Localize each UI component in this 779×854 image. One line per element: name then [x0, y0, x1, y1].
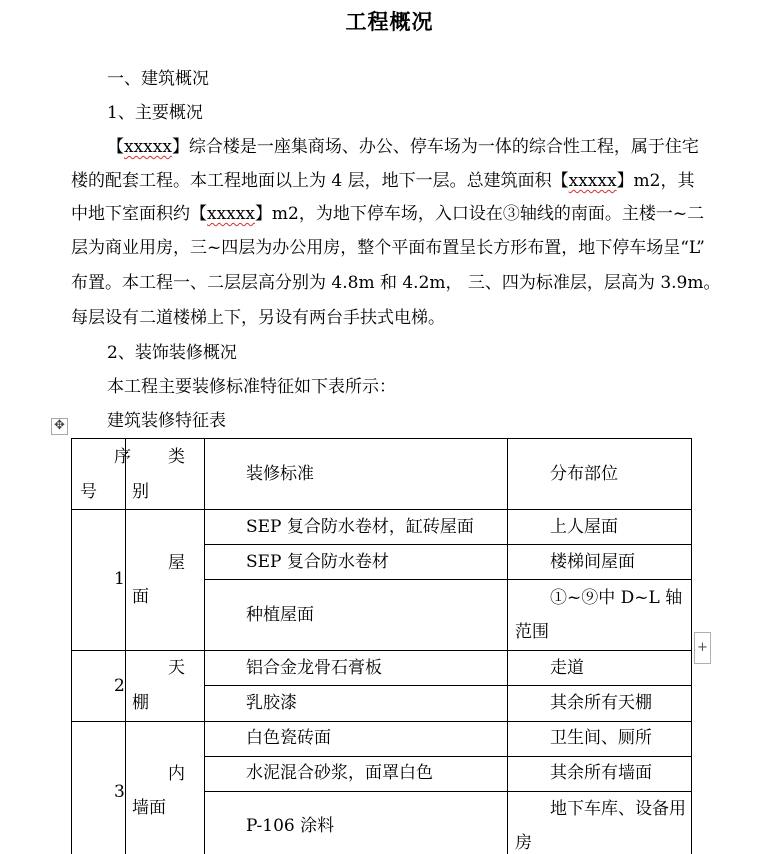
table-row-divider: [204, 544, 692, 545]
table-row-divider: [204, 685, 692, 686]
intro-text: 本工程主要装修标准特征如下表所示：: [107, 377, 396, 397]
paragraph-line-3: [71, 203, 704, 225]
table-col-divider: [125, 438, 126, 854]
table-row-divider: [71, 721, 692, 722]
table-row-divider: [204, 756, 692, 757]
standard-cell: 水泥混合砂浆，面罩白色: [246, 763, 433, 783]
table-row-divider: [204, 579, 692, 580]
category-label-bottom: 墙面: [132, 798, 166, 818]
table-border-top: [71, 438, 692, 439]
standard-cell: SEP 复合防水卷材，缸砖屋面: [246, 517, 474, 537]
location-cell: 卫生间、厕所: [550, 728, 652, 748]
placeholder-basement-area: xxxxx: [207, 204, 255, 224]
plus-icon[interactable]: +: [694, 632, 711, 664]
subsection-heading-overview: 1、主要概况: [107, 103, 203, 123]
placeholder-total-area: xxxxx: [568, 171, 617, 191]
section-heading-building: 一、建筑概况: [107, 69, 209, 89]
header-location: 分布部位: [550, 464, 618, 484]
subsection-heading-decoration: 2、装饰装修概况: [107, 343, 237, 363]
paragraph-text: 中地下室面积约【: [71, 204, 207, 224]
category-label-top: 天: [168, 658, 185, 678]
category-label-top: 屋: [168, 553, 185, 573]
standard-cell: 铝合金龙骨石膏板: [246, 658, 382, 678]
location-cell: 上人屋面: [550, 517, 618, 537]
paragraph-line-1: [107, 136, 699, 158]
header-no-bottom: 号: [80, 482, 97, 502]
header-no-top: 序: [114, 447, 131, 467]
standard-cell: SEP 复合防水卷材: [246, 552, 389, 572]
category-label-bottom: 棚: [132, 693, 149, 713]
placeholder-name: xxxxx: [124, 137, 172, 157]
location-cell-top: ①~⑨中 D~L 轴: [550, 588, 683, 608]
table-caption: 建筑装修特征表: [107, 411, 226, 431]
location-cell-top: 地下车库、设备用: [550, 799, 686, 819]
location-cell: 走道: [550, 658, 584, 678]
table-row-divider: [71, 509, 692, 510]
paragraph-text: 】m2，为地下停车场，入口设在③轴线的南面。主楼一~二: [254, 204, 705, 224]
header-category-top: 类: [168, 447, 185, 467]
paragraph-text: 楼的配套工程。本工程地面以上为 4 层，地下一层。总建筑面积【: [71, 171, 569, 191]
location-cell: 其余所有天棚: [550, 693, 652, 713]
paragraph-line-6: 每层设有二道楼梯上下，另设有两台手扶式电梯。: [71, 308, 445, 328]
row-number: 3: [114, 782, 125, 802]
row-number: 1: [114, 569, 125, 589]
paragraph-text: 】m2，其: [616, 171, 695, 191]
standard-cell: P-106 涂料: [246, 816, 335, 836]
header-category-bottom: 别: [132, 482, 149, 502]
paragraph-line-2: [71, 170, 695, 192]
location-cell: 其余所有墙面: [550, 763, 652, 783]
document-title: 工程概况: [345, 10, 434, 34]
category-label-top: 内: [168, 764, 185, 784]
standard-cell: 乳胶漆: [246, 693, 297, 713]
move-arrows-icon[interactable]: ✥: [51, 418, 68, 435]
location-cell-bottom: 房: [515, 833, 532, 853]
location-cell-bottom: 范围: [515, 622, 549, 642]
paragraph-line-5: 布置。本工程一、二层层高分别为 4.8m 和 4.2m， 三、四为标准层，层高为 3.9m。: [71, 273, 721, 293]
row-number: 2: [114, 676, 125, 696]
table-row-divider: [204, 791, 692, 792]
standard-cell: 种植屋面: [246, 605, 314, 625]
table-border-left: [71, 438, 72, 854]
header-standard: 装修标准: [246, 464, 314, 484]
paragraph-line-4: 层为商业用房，三~四层为办公用房，整个平面布置呈长方形布置，地下停车场呈“L”: [71, 238, 705, 258]
paragraph-text: 】综合楼是一座集商场、办公、停车场为一体的综合性工程，属于住宅: [171, 137, 699, 157]
location-cell: 楼梯间屋面: [550, 552, 635, 572]
category-label-bottom: 面: [132, 587, 149, 607]
table-row-divider: [71, 650, 692, 651]
standard-cell: 白色瓷砖面: [246, 728, 331, 748]
bracket-open: 【: [107, 137, 124, 157]
